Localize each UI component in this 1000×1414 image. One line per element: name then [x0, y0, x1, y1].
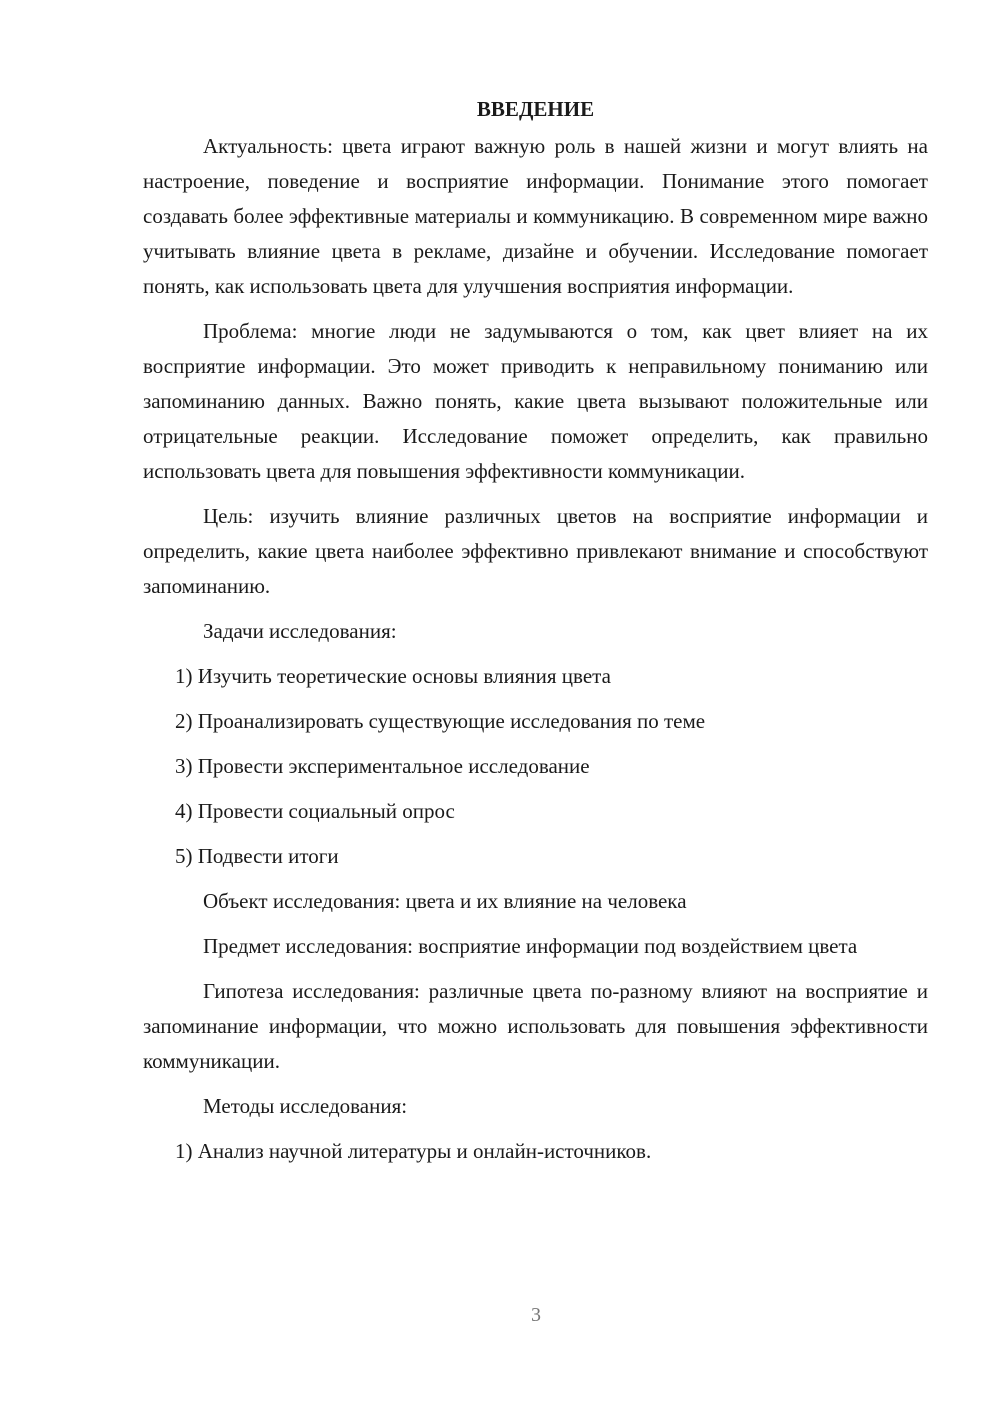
paragraph-hypothesis: Гипотеза исследования: различные цвета по-разному влияют на восприятие и запоминание информации, что можно использовать для повышения эффективности коммуникации. [143, 979, 928, 1073]
methods-heading: Методы исследования: [203, 1094, 408, 1118]
list-item-task: 3) Провести экспериментальное исследование [175, 754, 590, 778]
list-item-task: 5) Подвести итоги [175, 844, 339, 868]
page-number: 3 [531, 1304, 541, 1326]
paragraph-object: Объект исследования: цвета и их влияние на человека [203, 889, 687, 913]
list-item-task: 4) Провести социальный опрос [175, 799, 455, 823]
list-item-method: 1) Анализ научной литературы и онлайн-источников. [175, 1139, 652, 1163]
paragraph-goal: Цель: изучить влияние различных цветов на восприятие информации и определить, какие цвета наиболее эффективно привлекают внимание и способствуют запоминанию. [143, 504, 928, 598]
paragraph-relevance: Актуальность: цвета играют важную роль в нашей жизни и могут влиять на настроение, поведение и восприятие информации. Понимание этого помогает создавать более эффективные материалы и коммуникацию. В современном мире важно учитывать влияние цвета в рекламе, дизайне и обучении. Исследование помогает понять, как использовать цвета для улучшения восприятия информации. [143, 134, 928, 298]
list-item-task: 2) Проанализировать существующие исследования по теме [175, 709, 706, 733]
list-item-task: 1) Изучить теоретические основы влияния цвета [175, 664, 611, 688]
tasks-heading: Задачи исследования: [203, 619, 397, 643]
section-title: ВВЕДЕНИЕ [476, 97, 595, 121]
paragraph-subject: Предмет исследования: восприятие информации под воздействием цвета [203, 934, 858, 958]
paragraph-problem: Проблема: многие люди не задумываются о том, как цвет влияет на их восприятие информации. Это может приводить к неправильному пониманию или запоминанию данных. Важно понять, какие цвета вызывают положительные или отрицательные реакции. Исследование поможет определить, как правильно использовать цвета для повышения эффективности коммуникации. [143, 319, 928, 483]
document-body [143, 92, 928, 1179]
